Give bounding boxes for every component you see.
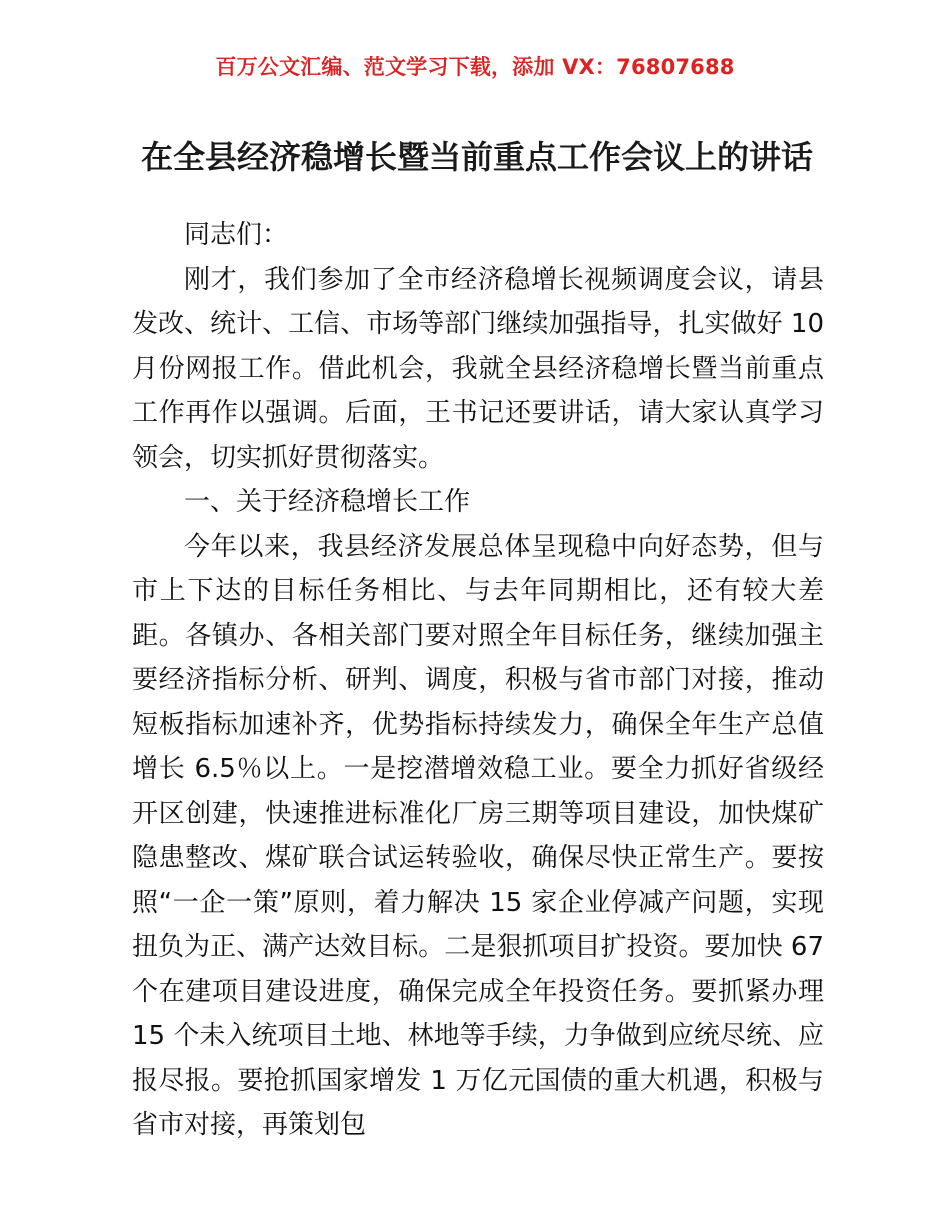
document-body	[132, 213, 824, 1148]
paragraph-salutation: 同志们：	[184, 220, 289, 250]
document-title: 在全县经济稳增长暨当前重点工作会议上的讲话	[140, 138, 813, 177]
section-heading-one: 一、关于经济稳增长工作	[184, 487, 471, 517]
promo-header-banner: 百万公文汇编、范文学习下载，添加 VX：76807688	[215, 55, 735, 79]
paragraph-opening: 刚才，我们参加了全市经济稳增长视频调度会议，请县发改、统计、工信、市场等部门继续加强指导，扎实做好 10 月份网报工作。借此机会，我就全县经济稳增长暨当前重点工作再作以强调。后面，王书记还要讲话，请大家认真学习领会，切实抓好贯彻落实。	[132, 264, 824, 473]
paragraph-section-one-body: 今年以来，我县经济发展总体呈现稳中向好态势，但与市上下达的目标任务相比、与去年同期相比，还有较大差距。各镇办、各相关部门要对照全年目标任务，继续加强主要经济指标分析、研判、调度，积极与省市部门对接，推动短板指标加速补齐，优势指标持续发力，确保全年生产总值增长 6.5％以上。一是挖潜增效稳工业。要全力抓好省级经开区创建，快速推进标准化厂房三期等项目建设，加快煤矿隐患整改、煤矿联合试运转验收，确保尽快正常生产。要按照“一企一策”原则，着力解决 15 家企业停减产问题，实现扭负为正、满产达效目标。二是狠抓项目扩投资。要加快 67 个在建项目建设进度，确保完成全年投资任务。要抓紧办理 15 个未入统项目土地、林地等手续，力争做到应统尽统、应报尽报。要抢抓国家增发 1 万亿元国债的重大机遇，积极与省市对接，再策划包	[132, 531, 824, 1140]
